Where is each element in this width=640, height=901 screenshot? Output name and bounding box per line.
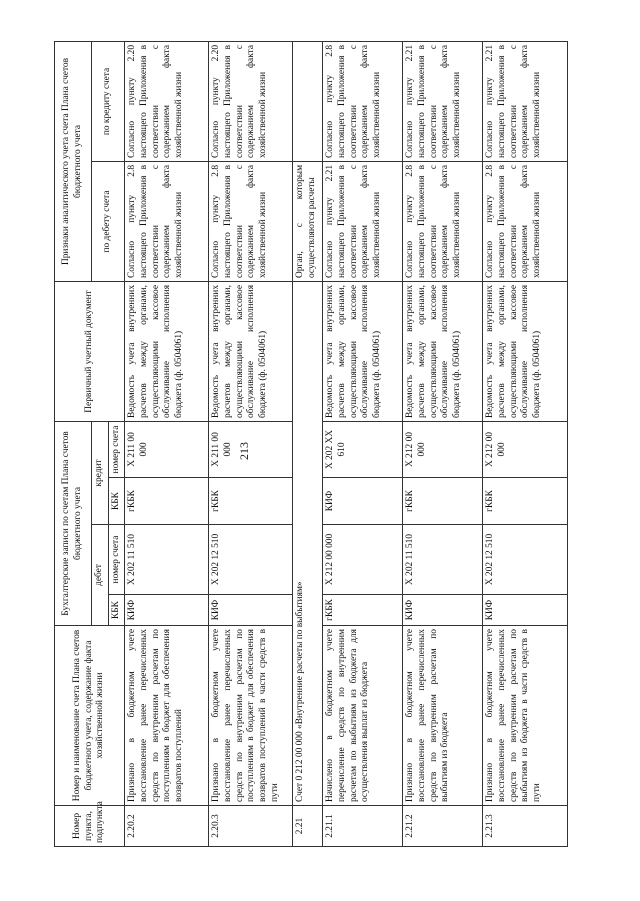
row-kbk-credit: гКБК (125, 478, 209, 525)
row-debit-attr: Орган, с которым осуществляются расчеты (293, 161, 323, 281)
row-num: 2.21.3 (483, 806, 568, 847)
row-credit-attr: Согласно пункту 2.8 настоящего Приложения в соответствии с содержанием факта хозяйственной жизни (323, 41, 403, 161)
header-kbk-credit: КБК (108, 478, 125, 525)
row-debit-attr: Согласно пункту 2.8 настоящего Приложения в соответствии с содержанием факта хозяйственной жизни (483, 161, 568, 281)
row-credit-attr: Согласно пункту 2.21 настоящего Приложения в соответствии с содержанием факта хозяйственной жизни (403, 41, 483, 161)
section-title: Счет 0 212 00 000 «Внутренние расчеты по выбытиям» (293, 281, 323, 805)
header-by-debit: по дебету счета (92, 161, 125, 281)
accounting-entries-table (54, 41, 568, 847)
row-document: Ведомость учета внутренних расчетов между органами, осуществляющими кассовое обслуживание исполнения бюджета (ф. 0504061) (125, 281, 209, 421)
row-debit-attr: Согласно пункту 2.8 настоящего Приложения в соответствии с содержанием факта хозяйственной жизни (209, 161, 293, 281)
row-account-credit: Х 202 ХХ 610 (323, 421, 403, 477)
header-account-credit: номер счета (108, 421, 125, 477)
row-credit-attr: Согласно пункту 2.20 настоящего Приложения в соответствии с содержанием факта хозяйственной жизни (209, 41, 293, 161)
header-document: Первичный учетный документ (55, 281, 125, 421)
row-document: Ведомость учета внутренних расчетов между органами, осуществляющими кассовое обслуживание исполнения бюджета (ф. 0504061) (323, 281, 403, 421)
row-account-debit: Х 202 11 510 (125, 525, 209, 595)
page-number: 213 (236, 442, 251, 460)
row-num: 2.21.1 (323, 806, 403, 847)
row-kbk-debit: КИФ (209, 595, 293, 626)
row-credit-attr: Согласно пункту 2.20 настоящего Приложения в соответствии с содержанием факта хозяйственной жизни (125, 41, 209, 161)
table-row (483, 41, 568, 846)
row-num: 2.20.3 (209, 806, 293, 847)
header-analytic: Признаки аналитического учета счета Плана счетов бюджетного учета (55, 41, 92, 281)
row-document: Ведомость учета внутренних расчетов между органами, осуществляющими кассовое обслуживание исполнения бюджета (ф. 0504061) (403, 281, 483, 421)
section-row (293, 41, 323, 846)
table-row (125, 41, 209, 846)
row-account-debit: Х 202 12 510 (483, 525, 568, 595)
row-account-credit: Х 212 00 000 (403, 421, 483, 477)
row-name: Признано в бюджетном учете восстановление ранее перечисленных средств по внутренним расчетам по поступлениям в бюджет для обеспечения возвратов поступлений в части средств в пути (209, 626, 293, 806)
row-document: Ведомость учета внутренних расчетов между органами, осуществляющими кассовое обслуживание исполнения бюджета (ф. 0504061) (483, 281, 568, 421)
row-kbk-credit: КИФ (323, 478, 403, 525)
row-account-debit: Х 212 00 000 (323, 525, 403, 595)
table-row (403, 41, 483, 846)
row-account-debit: Х 202 12 510 (209, 525, 293, 595)
row-debit-attr: Согласно пункту 2.8 настоящего Приложения в соответствии с содержанием факта хозяйственной жизни (125, 161, 209, 281)
row-name: Признано в бюджетном учете восстановление ранее перечисленных средств по внутренним расчетам по выбытиям из бюджета в части средств в пути (483, 626, 568, 806)
row-kbk-debit: гКБК (323, 595, 403, 626)
row-kbk-debit: КИФ (125, 595, 209, 626)
row-account-credit: Х 211 00 000 (209, 421, 293, 477)
header-credit: кредит (92, 421, 109, 524)
header-kbk-debit: КБК (108, 595, 125, 626)
row-account-credit: Х 212 00 000 (483, 421, 568, 477)
row-num: 2.20.2 (125, 806, 209, 847)
header-num: Номер пункта, подпункта (55, 806, 125, 847)
row-document: Ведомость учета внутренних расчетов между органами, осуществляющими кассовое обслуживание исполнения бюджета (ф. 0504061) (209, 281, 293, 421)
row-credit-attr (293, 41, 323, 161)
header-entries: Бухгалтерские записи по счетам Плана счетов бюджетного учета (55, 421, 92, 625)
header-by-credit: по кредиту счета (92, 41, 125, 161)
header-account-debit: номер счета (108, 525, 125, 595)
row-kbk-credit: гКБК (403, 478, 483, 525)
row-account-debit: Х 202 11 510 (403, 525, 483, 595)
row-name: Признано в бюджетном учете восстановление ранее перечисленных средств по внутренним расчетам по выбытиям из бюджета (403, 626, 483, 806)
rotated-table-container (54, 42, 601, 847)
row-kbk-debit: КИФ (483, 595, 568, 626)
table-row (323, 41, 403, 846)
row-num: 2.21 (293, 806, 323, 847)
row-name: Признано в бюджетном учете восстановление ранее перечисленных средств по внутренним расчетам по поступлениям в бюджет для обеспечения возвратов поступлений (125, 626, 209, 806)
table-row (209, 41, 293, 846)
row-name: Начислено в бюджетном учете перечисление средств по внутренним расчетам по выбытиям из бюджета для осуществления выплат из бюджета (323, 626, 403, 806)
row-kbk-credit: гКБК (483, 478, 568, 525)
row-debit-attr: Согласно пункту 2.21 настоящего Приложения в соответствии с содержанием факта хозяйственной жизни (323, 161, 403, 281)
row-kbk-credit: гКБК (209, 478, 293, 525)
row-account-credit: Х 211 00 000 (125, 421, 209, 477)
row-num: 2.21.2 (403, 806, 483, 847)
header-name: Номер и наименование счета Плана счетов бюджетного учета, содержание факта хозяйственной жизни (55, 626, 125, 806)
row-kbk-debit: КИФ (403, 595, 483, 626)
header-debit: дебет (92, 525, 109, 626)
header-row-1 (55, 41, 92, 846)
row-debit-attr: Согласно пункту 2.8 настоящего Приложения в соответствии с содержанием факта хозяйственной жизни (403, 161, 483, 281)
row-credit-attr: Согласно пункту 2.21 настоящего Приложения в соответствии с содержанием факта хозяйственной жизни (483, 41, 568, 161)
